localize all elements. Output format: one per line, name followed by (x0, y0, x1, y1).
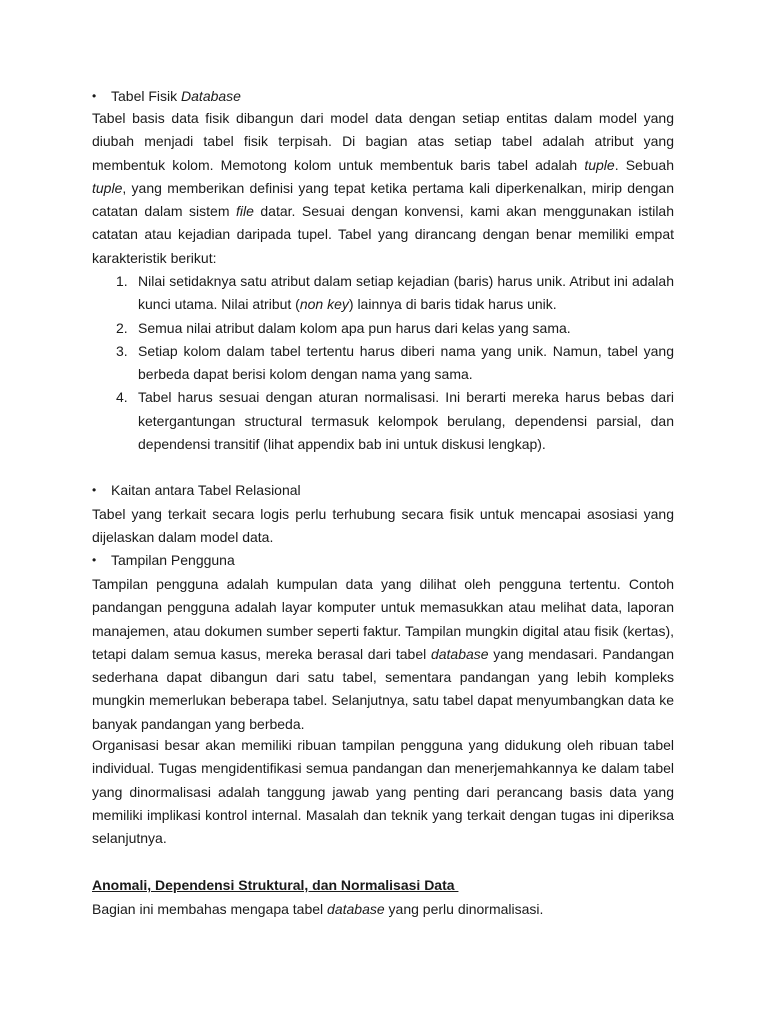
text-run: ) lainnya di baris tidak harus unik. (348, 296, 557, 313)
list-item (92, 317, 674, 340)
italic-term: tuple (92, 179, 123, 196)
heading-text: Tampilan Pengguna (111, 552, 235, 568)
bullet-icon: • (92, 89, 97, 103)
bullet-icon: • (92, 483, 97, 497)
text-run: Tampilan pengguna adalah kumpulan data yang dilihat oleh pengguna tertentu. Contoh pandangan pengguna adalah layar komputer untuk memasukkan atau melihat data, laporan manajemen, atau dokumen sumber seperti faktur. Tampilan mungkin digital atau fisik (kertas), tetapi dalam semua kasus, mereka berasal dari tabel (92, 576, 674, 662)
italic-term: file (236, 203, 254, 220)
italic-term: database (327, 901, 385, 917)
heading-title: Tabel Fisik (111, 88, 182, 104)
italic-term: non key (299, 296, 349, 313)
text-run: yang mendasari. Pandangan sederhana dapat dibangun dari satu tabel, sementara pandangan yang lebih kompleks mungkin memerlukan beberapa tabel. Selanjutnya, satu tabel dapat menyumbangkan data ke banyak pandangan yang berbeda. (92, 645, 674, 732)
text-run: . Sebuah (614, 156, 674, 173)
paragraph-tampilan-2: Organisasi besar akan memiliki ribuan tampilan pengguna yang didukung oleh ribuan tabel individual. Tugas mengidentifikasi semua pandangan dan menerjemahkannya ke dalam tabel yang dinormalisasi adalah tanggung jawab yang penting dari perancang basis data yang memiliki implikasi kontrol internal. Masalah dan teknik yang terkait dengan tugas ini diperiksa selanjutnya. (92, 737, 674, 847)
italic-term: database (430, 645, 489, 662)
list-number: 3. (116, 342, 128, 359)
text-run: Nilai setidaknya satu atribut dalam setiap kejadian (baris) harus unik. Atribut ini adalah kunci utama. Nilai atribut ( (138, 273, 674, 313)
text-run: Tabel harus sesuai dengan aturan normalisasi. Ini berarti mereka harus bebas dari ketergantungan structural termasuk kelompok berulang, dependensi parsial, dan dependensi transitif (lihat appendix bab ini untuk diskusi lengkap). (138, 389, 674, 453)
list-item (92, 340, 674, 387)
italic-term: tuple (584, 156, 615, 173)
heading-text (111, 86, 241, 106)
list-item (92, 386, 674, 456)
paragraph-kaitan: Tabel yang terkait secara logis perlu terhubung secara fisik untuk mencapai asosiasi yang dijelaskan dalam model data. (92, 506, 674, 546)
list-number: 4. (116, 389, 128, 406)
paragraph-tampilan-1 (92, 573, 674, 736)
text-run: Setiap kolom dalam tabel tertentu harus diberi nama yang unik. Namun, tabel yang berbeda dapat berisi kolom dengan nama yang sama. (138, 342, 674, 383)
characteristics-list (92, 270, 674, 456)
paragraph-tabel-fisik (92, 107, 674, 270)
heading-text: Kaitan antara Tabel Relasional (111, 482, 301, 498)
bullet-icon: • (92, 553, 97, 567)
text-run: Semua nilai atribut dalam kolom apa pun harus dari kelas yang sama. (138, 319, 571, 336)
text-run: Bagian ini membahas mengapa tabel (92, 901, 328, 917)
text-run: yang perlu dinormalisasi. (384, 901, 544, 917)
text-run: datar. Sesuai dengan konvensi, kami akan menggunakan istilah catatan atau kejadian daripada tupel. Tabel yang dirancang dengan benar memiliki empat karakteristik berikut: (92, 203, 675, 266)
text-run: Tabel basis data fisik dibangun dari model data dengan setiap entitas dalam model yang diubah menjadi tabel fisik terpisah. Di bagian atas setiap tabel adalah atribut yang membentuk kolom. Memotong kolom untuk membentuk baris tabel adalah (92, 110, 674, 173)
list-item (92, 270, 674, 317)
list-number: 2. (116, 319, 128, 336)
text-run: , yang memberikan definisi yang tepat ketika pertama kali diperkenalkan, mirip dengan catatan dalam sistem (92, 179, 674, 220)
section-heading-anomali: Anomali, Dependensi Struktural, dan Normalisasi Data (92, 877, 459, 893)
list-number: 1. (116, 273, 128, 289)
paragraph-anomali (92, 898, 674, 921)
heading-title-italic: Database (181, 88, 241, 104)
